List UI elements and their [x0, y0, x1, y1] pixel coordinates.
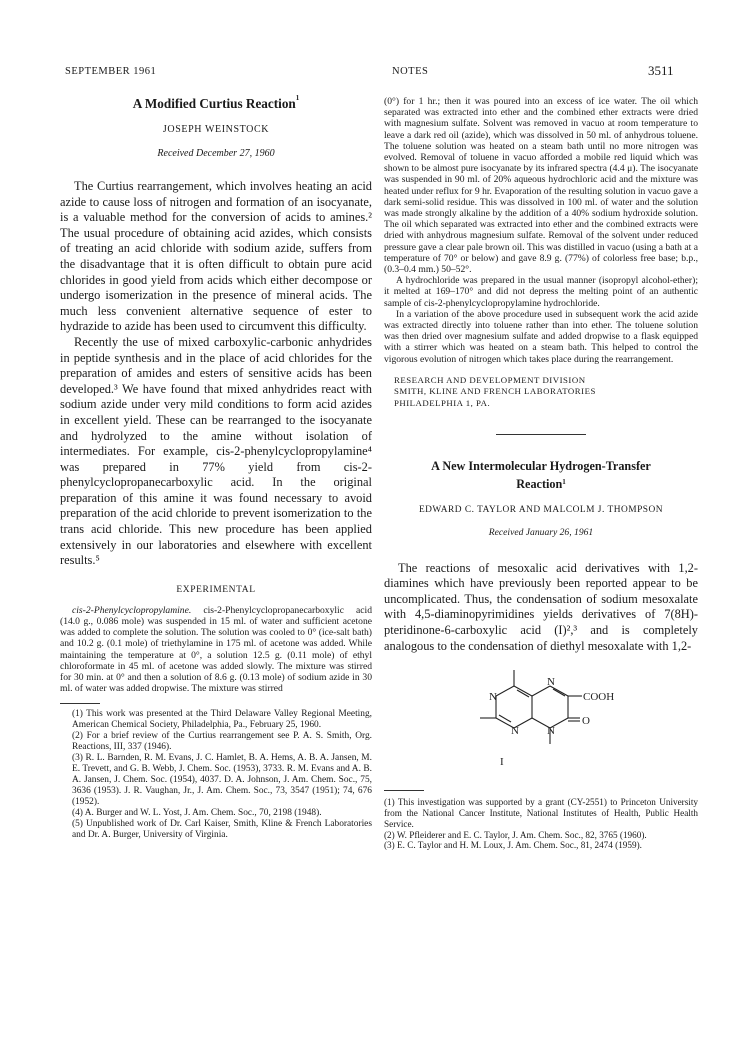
affiliation-line-3: PHILADELPHIA 1, PA. — [394, 398, 491, 409]
chemical-structure-I — [384, 664, 698, 776]
experimental-text — [60, 605, 372, 695]
article2-footnote-rule — [384, 790, 424, 791]
left-column — [60, 96, 372, 841]
article2-title-footnote-mark: 1 — [562, 477, 566, 486]
article-separator — [496, 434, 586, 435]
experimental-heading: EXPERIMENTAL — [176, 584, 256, 595]
article1-title-text: A Modified Curtius Reaction — [132, 96, 296, 111]
footnote-rule — [60, 703, 100, 704]
variation-paragraph: In a variation of the above procedure used in subsequent work the acid azide was extracted directly into toluene rather than into ether. The toluene solution was then dried over magnesium sulfate and added dropwise to a flask equipped with a stirrer which was heated on a steam bath. This helped to control the vigorous evolution of nitrogen which takes place during the rearrangement. — [384, 308, 698, 365]
structure-label: I — [500, 756, 504, 769]
article2-paragraph-1: The reactions of mesoxalic acid derivatives with 1,2-diamines which have previously been reported appear to be uncomplicated. Thus, the condensation of sodium mesoxalate with 4,5-diaminopyrimidines yields derivatives of 7(8H)-pteridinone-6-carboxylic acid (I)²,³ and is completely analogous to the condensation of diethyl mesoxalate with 1,2- — [384, 560, 698, 653]
running-header-section: NOTES — [392, 66, 429, 77]
affiliation-block — [394, 375, 698, 410]
structure-atom-n1: N — [489, 691, 497, 704]
footnote-1: (1) This work was presented at the Third Delaware Valley Regional Meeting, American Chemical Society, Philadelphia, Pa., February 25, 1960. — [72, 709, 372, 731]
article1-title — [60, 96, 372, 112]
article2-title-line-2 — [384, 475, 698, 493]
experimental-compound-name: cis-2-Phenylcyclopropylamine. — [72, 604, 192, 616]
structure-carboxyl-group: COOH — [583, 691, 615, 704]
article2-received-date: Received January 26, 1961 — [488, 526, 594, 538]
footnote-3: (3) R. L. Barnden, R. M. Evans, J. C. Hamlet, B. A. Hems, A. B. A. Jansen, M. E. Trevett, and G. B. Webb, J. Chem. Soc. (1953), 3733. R. M. Evans and A. B. A. Jansen, J. Chem. Soc. (1954), 4037. D. A. Johnson, J. Am. Chem. Soc., 75, 3636 (1953). J. R. Vaughan, Jr., J. Am. Chem. Soc., 73, 3547 (1951); 74, 676 (1952). — [72, 753, 372, 808]
article1-paragraph-2: Recently the use of mixed carboxylic-carbonic anhydrides in peptide synthesis and in the place of acid chlorides for the preparation of amides and esters of sensitive acids has been developed.³ We have found that mixed anhydrides react with sodium azide under very mild conditions to form acid azides in excellent yield. These can be rearranged to the isocyanate and hydrolyzed to the amine without isolation of intermediates. For example, cis-2-phenylcyclopropylamine⁴ was prepared in 77% yield from cis-2-phenylcyclopropanecarboxylic acid. In the original preparation of this amine it was found necessary to avoid preparation of the acid chloride to prevent isomerization to the trans acid chloride. This new procedure has been applied extensively in our laboratories and elsewhere with excellent results.⁵ — [60, 334, 372, 568]
article2-title — [384, 457, 698, 493]
right-column — [384, 96, 698, 851]
article1-author: JOSEPH WEINSTOCK — [162, 124, 270, 135]
article1-received-date: Received December 27, 1960 — [157, 148, 275, 159]
article1-paragraph-1: The Curtius rearrangement, which involves heating an acid azide to cause loss of nitrogen and formation of an isocyanate, is a valuable method for the conversion of acids to amines.² The usual procedure of obtaining acid azides, which consists of treating an acid chloride with sodium azide, suffers from the disadvantage that it is often difficult to obtain pure acid chlorides in good yield from acids which either decompose or undergo isomerization in the presence of mineral acids. The much less convenient alternative sequence of ester to hydrazide to azide has been used to circumvent this difficulty. — [60, 179, 372, 334]
structure-atom-n8: N — [547, 725, 555, 738]
affiliation-line-1: RESEARCH AND DEVELOPMENT DIVISION — [394, 374, 586, 385]
page-number: 3511 — [648, 63, 674, 78]
structure-atom-n5: N — [547, 676, 555, 689]
article2-authors: EDWARD C. TAYLOR AND MALCOLM J. THOMPSON — [418, 504, 664, 515]
pteridinone-structure-drawing — [454, 664, 634, 759]
running-header-date: SEPTEMBER 1961 — [65, 66, 157, 77]
footnote-4: (4) A. Burger and W. L. Yost, J. Am. Chem. Soc., 70, 2198 (1948). — [72, 808, 322, 819]
affiliation-line-2: SMITH, KLINE AND FRENCH LABORATORIES — [394, 386, 596, 397]
footnote-2: (2) For a brief review of the Curtius rearrangement see P. A. S. Smith, Org. Reactions, III, 337 (1946). — [72, 731, 372, 753]
structure-carbonyl-oxygen: O — [582, 715, 590, 728]
footnote-5: (5) Unpublished work of Dr. Carl Kaiser, Smith, Kline & French Laboratories and Dr. A. Burger, University of Virginia. — [72, 819, 372, 841]
article2-footnote-3: (3) E. C. Taylor and H. M. Loux, J. Am. Chem. Soc., 81, 2474 (1959). — [384, 840, 642, 851]
article2-title-line-2-text: Reaction — [516, 476, 563, 491]
experimental-continuation: (0°) for 1 hr.; then it was poured into an excess of ice water. The oil which separated was extracted into ether and the combined ether extracts were dried with magnesium sulfate. Solvent was removed in vacuo at room temperature to leave a dark red oil (azide), which was dissolved in 50 ml. of anhydrous toluene. The toluene solution was heated on a steam bath until no more nitrogen was evolved. Removal of toluene in vacuo afforded a mobile red liquid which was shown to be almost pure isocyanate by its infrared spectra (4.4 μ). The isocyanate was suspended in 90 ml. of 20% aqueous hydrochloric acid and the mixture was heated under reflux for 9 hr. Evaporation of the resulting solution in vacuo gave a dark semi-solid residue. This was dissolved in 100 ml. of water and the solution was made strongly alkaline by the addition of a 40% sodium hydroxide solution. The oil which separated was extracted into ether and the combined extracts were dried with anhydrous magnesium sulfate. Removal of the solvent under reduced pressure gave a clear pale brown oil. This was distilled in vacuo (using a bath at a temperature of 70° or below) and gave 8.9 g. (77%) of colorless free base; b.p., (0.3–0.4 mm.) 50–52°. — [384, 96, 698, 276]
article2-title-line-1: A New Intermolecular Hydrogen-Transfer — [431, 458, 651, 473]
experimental-body: cis-2-Phenylcyclopropanecarboxylic acid (14.0 g., 0.086 mole) was suspended in 15 ml. of water and sufficient acetone was added to complete the solution. The solution was cooled to 0° (ice-salt bath) and 10.2 g. (0.1 mole) of triethylamine in 175 ml. of acetone was added. While maintaining the temperature at 0°, a solution 12.5 g. (0.11 mole) of ethyl chloroformate in 45 ml. of acetone was added slowly. The mixture was stirred for 30 min. at 0° and then a solution of 8.6 g. (0.13 mole) of sodium azide in 30 ml. of water was added dropwise. The mixture was stirred — [60, 604, 372, 695]
structure-atom-n3: N — [511, 725, 519, 738]
article2-footnote-2: (2) W. Pfleiderer and E. C. Taylor, J. Am. Chem. Soc., 82, 3765 (1960). — [384, 829, 647, 840]
article2-footnote-1: (1) This investigation was supported by a grant (CY-2551) to Princeton University from the National Cancer Institute, National Institutes of Health, Public Health Service. — [384, 797, 698, 829]
hydrochloride-paragraph: A hydrochloride was prepared in the usual manner (isopropyl alcohol-ether); it melted at 169–170° and did not depress the melting point of an authentic sample of cis-2-phenylcyclopropylamine hydrochloride. — [384, 275, 698, 309]
article1-title-footnote-mark: 1 — [295, 94, 300, 102]
